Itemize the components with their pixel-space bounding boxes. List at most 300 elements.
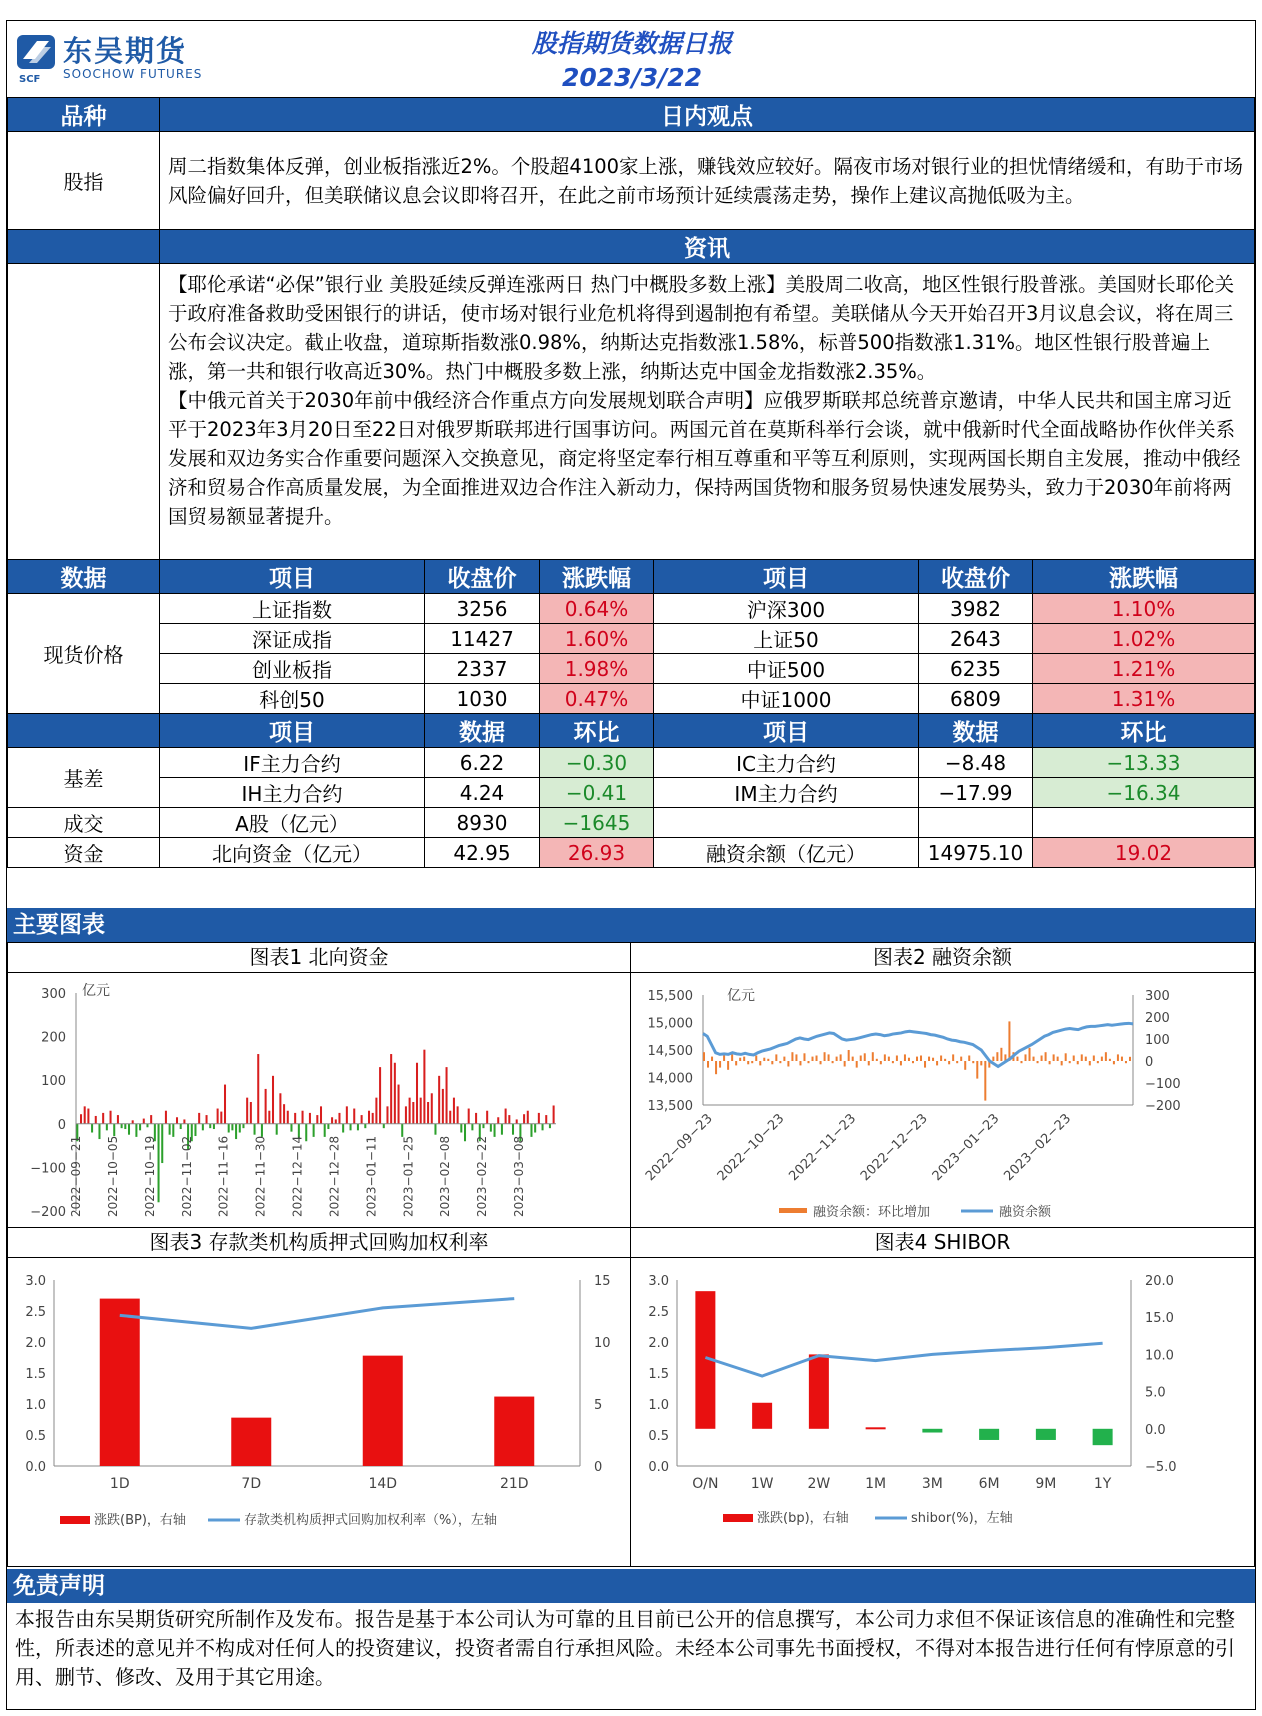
market-data-table (7, 559, 1255, 868)
change-bar (1061, 1061, 1063, 1065)
x-tick-label: 2022−10−23 (714, 1111, 788, 1185)
spot-name: 上证50 (654, 624, 919, 654)
y-tick-label: 200 (41, 1030, 66, 1046)
change-bar (892, 1061, 894, 1063)
change-bar (1049, 1061, 1051, 1064)
change-bar (932, 1058, 934, 1061)
chart-margin-svg (631, 973, 1254, 1228)
change-bar (1057, 1057, 1059, 1061)
change-bar (751, 1061, 753, 1063)
change-bar (1037, 1061, 1039, 1063)
x-tick-label: 1M (865, 1476, 887, 1492)
x-tick-label: 6M (978, 1476, 1000, 1492)
bar (257, 1054, 259, 1124)
change-bar (1069, 1061, 1071, 1063)
bar (549, 1124, 551, 1128)
bar (198, 1113, 200, 1124)
bar (206, 1115, 208, 1124)
bar (342, 1124, 344, 1133)
spot-change: 1.10% (1033, 594, 1255, 624)
bar (460, 1124, 462, 1133)
bar (416, 1063, 418, 1124)
bar (530, 1124, 532, 1137)
basis-value: −17.99 (919, 778, 1033, 808)
change-bar (771, 1061, 773, 1064)
spot-close: 6809 (919, 684, 1033, 714)
spot-change: 1.98% (540, 654, 654, 684)
change-bar (916, 1057, 918, 1061)
funds-value: 42.95 (425, 838, 540, 868)
bar (128, 1124, 130, 1135)
bar (327, 1124, 329, 1129)
bar (305, 1124, 307, 1141)
change-bar (979, 1429, 999, 1440)
spot-change: 1.02% (1033, 624, 1255, 654)
bar (135, 1124, 137, 1137)
change-bar (936, 1061, 938, 1065)
spot-change: 1.31% (1033, 684, 1255, 714)
change-bar (972, 1061, 974, 1063)
x-tick-label: 2023−02−23 (1001, 1111, 1075, 1185)
chart-repo-svg (8, 1258, 630, 1567)
main-charts-title: 主要图表 (7, 908, 1255, 942)
bar (320, 1106, 322, 1123)
change-bar (1036, 1429, 1056, 1440)
bar (375, 1098, 377, 1124)
unit-label: 亿元 (727, 988, 755, 1004)
bar (239, 1124, 241, 1133)
x-tick-label: 2022−12−28 (327, 1135, 342, 1217)
bar (313, 1124, 315, 1137)
bar (434, 1124, 436, 1135)
left-y-tick-label: 2.5 (25, 1305, 46, 1320)
basis-name: IM主力合约 (654, 778, 919, 808)
right-y-tick-label: 15.0 (1145, 1311, 1174, 1327)
header-value: 数据 (919, 714, 1033, 748)
change-bar (1033, 1057, 1035, 1061)
bar (169, 1124, 171, 1135)
x-tick-label: 2023−03−08 (512, 1135, 527, 1217)
bar (143, 1119, 145, 1124)
x-tick-label: 2022−10−05 (105, 1135, 120, 1217)
change-bar (799, 1061, 801, 1065)
chart-repo (7, 1227, 631, 1567)
y-tick-label: 0 (57, 1117, 66, 1133)
change-bar (948, 1061, 950, 1064)
chart-title: 图表1 北向资金 (8, 943, 630, 973)
left-y-tick-label: 1.0 (648, 1398, 669, 1413)
bar (497, 1117, 499, 1124)
change-bar (922, 1429, 942, 1433)
change-bar (715, 1061, 717, 1074)
bar (471, 1124, 473, 1131)
logo-mark-text: SCF (19, 74, 41, 85)
bar (106, 1124, 108, 1131)
bar (398, 1085, 400, 1124)
right-y-tick-label: 0.0 (1145, 1422, 1166, 1438)
header-close: 收盘价 (919, 560, 1033, 594)
bar (331, 1117, 333, 1124)
bar (431, 1093, 433, 1124)
spot-label: 现货价格 (8, 594, 160, 714)
bar (516, 1119, 518, 1123)
bar (250, 1102, 252, 1124)
bar (87, 1109, 89, 1124)
change-bar (852, 1057, 854, 1061)
bar (124, 1124, 126, 1129)
bar (242, 1124, 244, 1128)
change-bar (747, 1061, 749, 1064)
left-y-tick-label: 1.0 (25, 1398, 46, 1413)
spot-name: 沪深300 (654, 594, 919, 624)
right-y-tick-label: 5 (594, 1398, 603, 1413)
legend-swatch-bar (723, 1514, 753, 1522)
change-bar (996, 1052, 998, 1061)
change-bar (856, 1061, 858, 1068)
bar (302, 1111, 304, 1124)
change-bar (904, 1054, 906, 1061)
change-bar (1020, 1061, 1022, 1063)
bar (283, 1104, 285, 1124)
bar (409, 1098, 411, 1124)
change-bar (775, 1054, 777, 1061)
x-tick-label: 2022−09−23 (643, 1111, 716, 1185)
change-bar (820, 1061, 822, 1064)
bar (316, 1115, 318, 1124)
header-item: 项目 (160, 714, 425, 748)
bar (98, 1124, 100, 1139)
bar (335, 1119, 337, 1123)
bar (84, 1106, 86, 1123)
right-y-tick-label: −200 (1145, 1099, 1181, 1114)
x-tick-label: 2022−12−14 (290, 1135, 305, 1217)
change-bar (888, 1057, 890, 1061)
bar (254, 1124, 256, 1135)
x-tick-label: 3M (921, 1476, 943, 1492)
y-tick-label: −100 (30, 1161, 66, 1177)
legend-label: 涨跌(BP)，右轴 (94, 1513, 186, 1528)
bar (364, 1124, 366, 1128)
spot-change: 0.64% (540, 594, 654, 624)
change-bar (928, 1057, 930, 1061)
bar (165, 1111, 167, 1124)
company-logo (15, 29, 225, 87)
change-bar (1008, 1021, 1010, 1061)
bar (276, 1124, 278, 1135)
y-tick-label: −200 (30, 1205, 66, 1220)
change-bar (1085, 1057, 1087, 1061)
bar (172, 1124, 174, 1137)
x-tick-label: 2W (807, 1476, 831, 1492)
bar (194, 1124, 196, 1136)
bar (80, 1114, 82, 1124)
right-y-tick-label: 10 (594, 1336, 611, 1351)
bar (486, 1111, 488, 1124)
change-bar (908, 1058, 910, 1061)
change-bar (1016, 1057, 1018, 1061)
basis-name: IF主力合约 (160, 748, 425, 778)
bar (279, 1093, 281, 1124)
bar (457, 1106, 459, 1123)
header-mom: 环比 (540, 714, 654, 748)
bar (117, 1115, 119, 1124)
change-bar (711, 1057, 713, 1061)
change-bar (868, 1061, 870, 1065)
right-y-tick-label: 0 (1145, 1055, 1154, 1070)
bar (146, 1124, 148, 1127)
bar (213, 1124, 215, 1129)
disclaimer-text: 本报告由东吴期货研究所制作及发布。报告是基于本公司认为可靠的且目前已公开的信息撰写，本公司力求但不保证该信息的准确性和完整性，所表述的意见并不构成对任何人的投资建议，投资者需自行承担风险。未经本公司事先书面授权，不得对本报告进行任何有悖原意的引用、删节、修改、及用于其它用途。 (15, 1607, 1235, 1689)
change-bar (992, 1057, 994, 1061)
left-y-tick-label: 0.0 (25, 1460, 46, 1475)
chart-shibor (630, 1227, 1255, 1567)
bar (449, 1111, 451, 1124)
basis-mom: −13.33 (1033, 748, 1255, 778)
left-y-tick-label: 14,500 (647, 1044, 693, 1059)
spot-close: 6235 (919, 654, 1033, 684)
legend-label: 存款类机构质押式回购加权利率（%），左轴 (244, 1513, 497, 1528)
bar (482, 1124, 484, 1128)
volume-name: A股（亿元） (160, 808, 425, 838)
spot-name: 科创50 (160, 684, 425, 714)
left-y-tick-label: 1.5 (25, 1367, 46, 1382)
rate-line (120, 1299, 515, 1329)
bar (91, 1124, 93, 1133)
left-y-tick-label: 15,500 (647, 989, 693, 1004)
change-bar (828, 1054, 830, 1061)
change-bar (896, 1056, 898, 1062)
right-y-tick-label: 100 (1145, 1033, 1170, 1048)
change-bar (848, 1050, 850, 1061)
report-date: 2023/3/22 (561, 63, 703, 92)
change-bar (1041, 1056, 1043, 1062)
bar (272, 1076, 274, 1124)
change-bar (944, 1059, 946, 1061)
variety-cell: 股指 (8, 132, 160, 230)
basis-label: 基差 (8, 748, 160, 808)
funds-value: 14975.10 (919, 838, 1033, 868)
change-bar (1093, 1056, 1095, 1062)
x-tick-label: 2022−10−19 (142, 1135, 157, 1217)
right-y-tick-label: −100 (1145, 1077, 1181, 1092)
chart-title: 图表3 存款类机构质押式回购加权利率 (8, 1228, 630, 1258)
x-tick-label: 7D (241, 1476, 262, 1492)
change-bar (231, 1418, 271, 1466)
shibor-line (705, 1343, 1102, 1376)
change-bar (809, 1354, 829, 1428)
change-bar (824, 1052, 826, 1061)
right-y-tick-label: 10.0 (1145, 1348, 1174, 1364)
bar (180, 1124, 182, 1129)
left-y-tick-label: 14,000 (647, 1071, 693, 1087)
bar (390, 1054, 392, 1124)
left-y-tick-label: 15,000 (647, 1016, 693, 1032)
bar (453, 1098, 455, 1124)
bar (446, 1067, 448, 1124)
change-bar (787, 1061, 789, 1067)
bar (438, 1076, 440, 1124)
change-bar (1105, 1052, 1107, 1061)
change-bar (880, 1061, 882, 1064)
bar (228, 1124, 230, 1133)
bar (235, 1124, 237, 1139)
bar (412, 1102, 414, 1124)
x-tick-label: 2023−02−08 (438, 1135, 453, 1217)
change-bar (860, 1056, 862, 1062)
news-title: 资讯 (160, 230, 1255, 264)
chart-northbound-svg (8, 973, 630, 1228)
change-bar (960, 1057, 962, 1061)
legend-label: 融资余额：环比增加 (813, 1205, 931, 1220)
basis-name: IH主力合约 (160, 778, 425, 808)
bar (176, 1117, 178, 1124)
change-bar (1097, 1061, 1099, 1063)
funds-mom: 19.02 (1033, 838, 1255, 868)
bar (512, 1124, 514, 1135)
bar (338, 1113, 340, 1124)
header-item: 项目 (654, 714, 919, 748)
bar (224, 1085, 226, 1124)
change-bar (739, 1058, 741, 1061)
spot-close: 2643 (919, 624, 1033, 654)
x-tick-label: 2022−11−16 (216, 1135, 231, 1217)
change-bar (1093, 1429, 1113, 1445)
funds-name: 北向资金（亿元） (160, 838, 425, 868)
bar (268, 1111, 270, 1124)
spot-close: 3982 (919, 594, 1033, 624)
change-bar (759, 1061, 761, 1065)
bar (202, 1124, 204, 1131)
left-y-tick-label: 0.5 (648, 1429, 669, 1444)
bar (217, 1109, 219, 1124)
col-view: 日内观点 (160, 98, 1255, 132)
change-bar (763, 1058, 765, 1061)
bar (538, 1113, 540, 1124)
basis-mom: −0.30 (540, 748, 654, 778)
change-bar (924, 1061, 926, 1068)
bar (287, 1111, 289, 1124)
bar (420, 1098, 422, 1124)
bar (442, 1089, 444, 1124)
funds-name: 融资余额（亿元） (654, 838, 919, 868)
header-item: 项目 (654, 560, 919, 594)
bar (110, 1111, 112, 1124)
legend-swatch-bar (60, 1516, 90, 1524)
change-bar (912, 1061, 914, 1063)
bar (161, 1124, 163, 1163)
change-bar (807, 1061, 809, 1063)
x-tick-label: 2022−11−02 (179, 1135, 194, 1217)
change-bar (884, 1054, 886, 1061)
change-bar (1073, 1056, 1075, 1062)
bar (158, 1124, 160, 1202)
x-tick-label: 2022−09−21 (69, 1135, 83, 1217)
right-y-tick-label: 5.0 (1145, 1385, 1166, 1401)
bar (150, 1115, 152, 1124)
change-bar (840, 1054, 842, 1061)
x-tick-label: 2023−01−11 (364, 1135, 379, 1217)
bar (508, 1115, 510, 1124)
change-bar (363, 1356, 403, 1466)
right-y-tick-label: 20.0 (1145, 1274, 1174, 1289)
change-bar (812, 1057, 814, 1061)
change-bar (791, 1052, 793, 1061)
spot-close: 2337 (425, 654, 540, 684)
bar (265, 1089, 267, 1124)
change-bar (864, 1053, 866, 1061)
bar (553, 1105, 555, 1123)
header-close: 收盘价 (425, 560, 540, 594)
legend-label: 融资余额 (999, 1205, 1052, 1220)
col-variety: 品种 (8, 98, 160, 132)
change-bar (779, 1061, 781, 1063)
overview-table (7, 97, 1255, 570)
change-bar (940, 1056, 942, 1062)
chart-northbound (7, 942, 631, 1228)
bar (361, 1115, 363, 1124)
left-y-tick-label: 13,500 (647, 1099, 693, 1114)
x-tick-label: 2022−11−23 (786, 1111, 860, 1185)
change-bar (755, 1056, 757, 1062)
header-value: 数据 (425, 714, 540, 748)
bar (220, 1112, 222, 1124)
spot-name: 创业板指 (160, 654, 425, 684)
x-tick-label: O/N (692, 1476, 719, 1492)
header-change: 涨跌幅 (540, 560, 654, 594)
bar (401, 1124, 403, 1137)
bar (405, 1106, 407, 1123)
change-bar (752, 1403, 772, 1429)
bar (468, 1109, 470, 1124)
header-data: 数据 (8, 560, 160, 594)
bar (464, 1124, 466, 1141)
funds-label: 资金 (8, 838, 160, 868)
change-bar (1117, 1054, 1119, 1061)
change-bar (836, 1057, 838, 1061)
bar (386, 1106, 388, 1123)
left-y-tick-label: 0.0 (648, 1460, 669, 1475)
bar (346, 1106, 348, 1123)
bar (394, 1063, 396, 1124)
bar (427, 1102, 429, 1124)
chart-margin (630, 942, 1255, 1228)
right-y-tick-label: −5.0 (1145, 1460, 1177, 1475)
bar (505, 1109, 507, 1124)
spot-close: 11427 (425, 624, 540, 654)
change-bar (866, 1427, 886, 1429)
left-y-tick-label: 3.0 (648, 1274, 669, 1289)
spot-change: 1.21% (1033, 654, 1255, 684)
chart-title: 图表2 融资余额 (631, 943, 1254, 973)
change-bar (984, 1061, 986, 1101)
x-tick-label: 1D (109, 1476, 130, 1492)
header-change: 涨跌幅 (1033, 560, 1255, 594)
header-item: 项目 (160, 560, 425, 594)
bar (139, 1124, 141, 1131)
bar (121, 1124, 123, 1128)
x-tick-label: 2022−12−23 (858, 1111, 931, 1185)
bar (357, 1124, 359, 1131)
x-tick-label: 9M (1035, 1476, 1057, 1492)
change-bar (767, 1059, 769, 1061)
change-bar (723, 1056, 725, 1062)
y-tick-label: 300 (41, 987, 66, 1002)
right-y-tick-label: 15 (594, 1274, 611, 1289)
bar (324, 1124, 326, 1137)
change-bar (872, 1052, 874, 1061)
bar (290, 1124, 292, 1132)
bar (542, 1124, 544, 1131)
